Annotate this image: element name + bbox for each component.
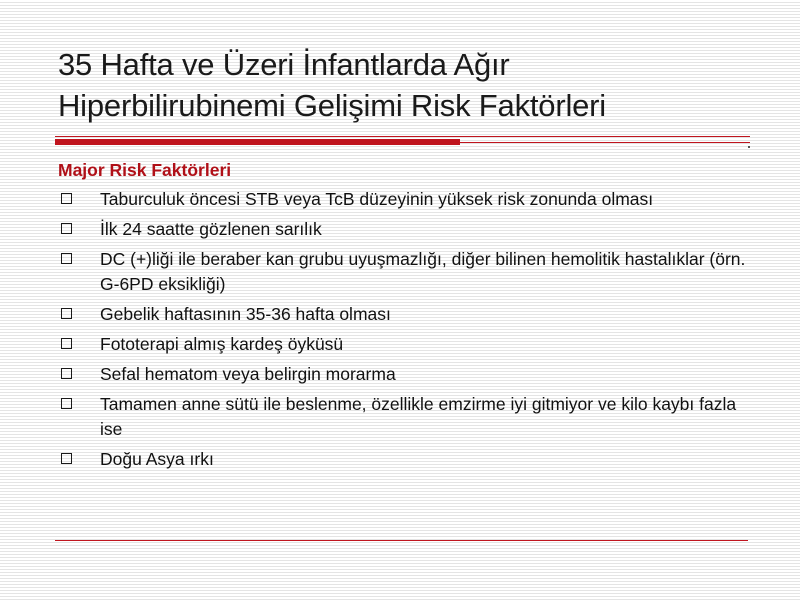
risk-factors-subheading: Major Risk Faktörleri (58, 160, 232, 180)
list-item (58, 392, 748, 442)
list-item (58, 217, 748, 242)
list-item-text: Tamamen anne sütü ile beslenme, özellikle emzirme iyi gitmiyor ve kilo kaybı fazla ise (100, 394, 737, 439)
title-divider-thin-right (460, 142, 750, 143)
list-item (58, 447, 748, 472)
hollow-square-icon (61, 338, 72, 349)
list-item-text: Taburculuk öncesi STB veya TcB düzeyinin yüksek risk zonunda olması (100, 189, 654, 209)
slide-title (58, 44, 758, 126)
list-item-text: DC (+)liği ile beraber kan grubu uyuşmazlığı, diğer bilinen hemolitik hastalıklar (örn. G-6PD eksikliği) (100, 249, 746, 294)
list-item (58, 187, 748, 212)
list-item-text: Doğu Asya ırkı (100, 449, 214, 469)
hollow-square-icon (61, 193, 72, 204)
list-item (58, 302, 748, 327)
title-divider-thin (55, 136, 750, 137)
slide-title-line-1: 35 Hafta ve Üzeri İnfantlarda Ağır (58, 47, 510, 82)
slide-title-line-2: Hiperbilirubinemi Gelişimi Risk Faktörleri (58, 88, 606, 123)
list-item (58, 362, 748, 387)
list-item-text: Sefal hematom veya belirgin morarma (100, 364, 396, 384)
list-item-text: Fototerapi almış kardeş öyküsü (100, 334, 344, 354)
hollow-square-icon (61, 368, 72, 379)
list-item (58, 332, 748, 357)
hollow-square-icon (61, 223, 72, 234)
footer-divider (55, 540, 748, 541)
hollow-square-icon (61, 398, 72, 409)
title-divider-thick (55, 139, 460, 145)
list-item (58, 247, 748, 297)
risk-factor-list (58, 187, 748, 477)
list-item-text: İlk 24 saatte gözlenen sarılık (100, 219, 322, 239)
hollow-square-icon (61, 253, 72, 264)
divider-end-dot (748, 146, 750, 148)
hollow-square-icon (61, 308, 72, 319)
list-item-text: Gebelik haftasının 35-36 hafta olması (100, 304, 391, 324)
hollow-square-icon (61, 453, 72, 464)
